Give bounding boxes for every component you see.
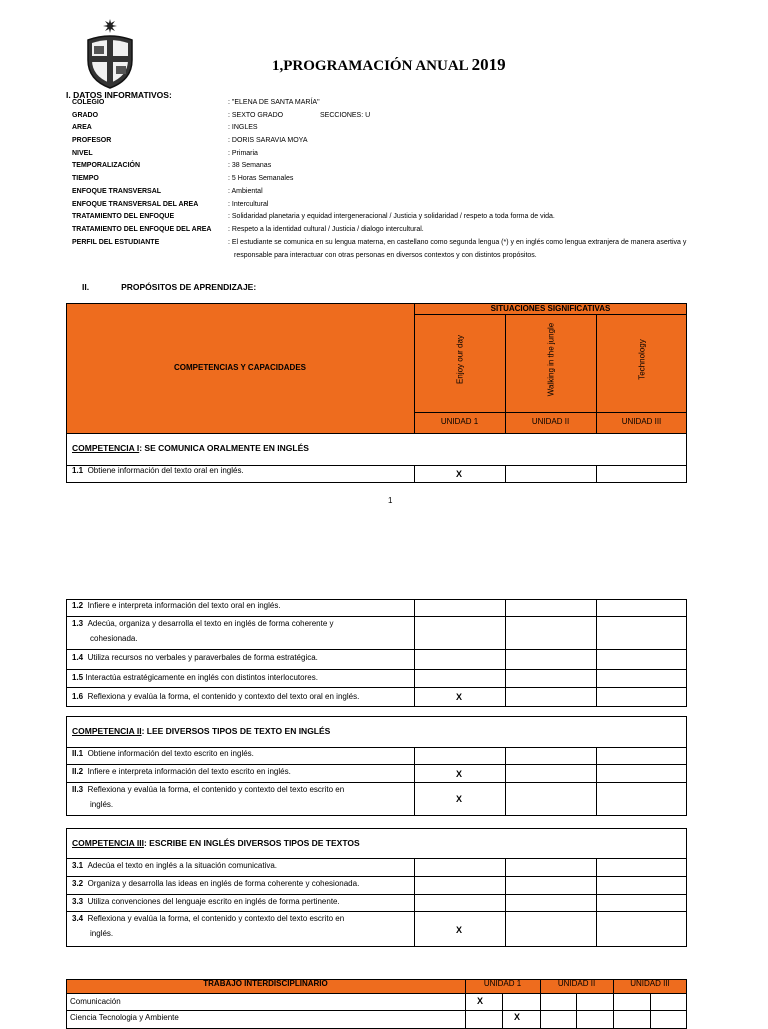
- mark-x: X: [456, 794, 463, 804]
- situation-label-2: Walking in the jungle: [546, 322, 556, 397]
- subject-row: Ciencia Tecnologia y Ambiente: [70, 1013, 179, 1022]
- info-label: PROFESOR: [72, 137, 112, 145]
- capacidad-row: 1.6 Reflexiona y evalúa la forma, el contenido y contexto del texto oral en inglés.: [72, 692, 360, 701]
- document-title: 1,PROGRAMACIÓN ANUAL 2019: [272, 55, 506, 74]
- info-row-perfil: [72, 239, 752, 265]
- page-number: 1: [388, 496, 393, 505]
- competencia-3-title: COMPETENCIA III: ESCRIBE EN INGLÉS DIVERSOS TIPOS DE TEXTOS: [72, 838, 360, 848]
- table-border: [66, 303, 687, 483]
- unit-label-3: UNIDAD III: [630, 979, 670, 988]
- info-row-colegio: [72, 99, 752, 112]
- info-value: : Intercultural: [228, 200, 269, 208]
- mark-x: X: [456, 469, 463, 479]
- info-label: ENFOQUE TRANSVERSAL DEL AREA: [72, 200, 199, 208]
- info-value-continued: responsable para interactuar con otras personas en diversos contextos y con distintos propósitos.: [234, 251, 537, 259]
- capacidad-row: II.2 Infiere e interpreta información del texto escrito en inglés.: [72, 767, 291, 776]
- info-value: : INGLES: [228, 124, 258, 132]
- info-label: TIEMPO: [72, 175, 99, 183]
- situation-label-1: Enjoy our day: [455, 335, 465, 384]
- info-value: : 5 Horas Semanales: [228, 175, 294, 183]
- mark-x: X: [456, 692, 463, 702]
- info-row-tratamiento: [72, 213, 752, 226]
- capacidad-row: 1.1 Obtiene información del texto oral en inglés.: [72, 466, 244, 475]
- capacidad-row: 3.2 Organiza y desarrolla las ideas en inglés de forma coherente y cohesionada.: [72, 879, 360, 888]
- info-row-tratamiento-area: [72, 226, 752, 239]
- competencia-1-title: COMPETENCIA I: SE COMUNICA ORALMENTE EN INGLÉS: [72, 443, 309, 453]
- unit-label-1: UNIDAD 1: [483, 979, 522, 988]
- info-label: AREA: [72, 124, 92, 132]
- info-value: : DORIS SARAVIA MOYA: [228, 137, 308, 145]
- info-row-profesor: [72, 137, 752, 150]
- info-label: TEMPORALIZACIÓN: [72, 162, 141, 170]
- info-value: : El estudiante se comunica en su lengua materna, en castellano como segunda lengua (*) y en inglés como lengua extranjera de manera asertiva y: [228, 238, 687, 246]
- info-label: TRATAMIENTO DEL ENFOQUE DEL AREA: [72, 225, 212, 233]
- info-value: : SEXTO GRADO: [228, 111, 284, 119]
- info-row-temporalizacion: [72, 162, 752, 175]
- info-row-enfoque: [72, 188, 752, 201]
- capacidad-row: 3.1 Adecúa el texto en inglés a la situación comunicativa.: [72, 861, 278, 870]
- mark-x: X: [456, 925, 463, 935]
- info-row-enfoque-area: [72, 201, 752, 214]
- unit-label-3: UNIDAD III: [621, 417, 662, 426]
- info-label: TRATAMIENTO DEL ENFOQUE: [72, 213, 175, 221]
- competencia-2-title: COMPETENCIA II: LEE DIVERSOS TIPOS DE TEXTO EN INGLÉS: [72, 726, 331, 736]
- info-list: [72, 99, 752, 265]
- capacidad-row: II.1 Obtiene información del texto escrito en inglés.: [72, 749, 254, 758]
- competencias-header: COMPETENCIAS Y CAPACIDADES: [173, 363, 307, 372]
- info-secciones: SECCIONES: U: [320, 111, 371, 119]
- capacidad-row: 1.5 Interactúa estratégicamente en inglés con distintos interlocutores.: [72, 673, 318, 682]
- capacidad-row: 3.4 Reflexiona y evalúa la forma, el contenido y contexto del texto escrito en inglés.: [72, 914, 345, 938]
- school-crest-logo: [80, 18, 140, 90]
- subject-row: Comunicación: [70, 997, 121, 1006]
- mark-x: X: [477, 996, 484, 1006]
- info-value: : Solidaridad planetaria y equidad intergeneracional / Justicia y solidaridad / respeto a toda forma de vida.: [228, 213, 555, 221]
- mark-x: X: [514, 1012, 521, 1022]
- info-value: : Primaria: [228, 149, 258, 157]
- interdisciplinario-header: TRABAJO INTERDISCIPLINARIO: [203, 979, 328, 988]
- capacidad-row: 3.3 Utiliza convenciones del lenguaje escrito en inglés de forma pertinente.: [72, 897, 340, 906]
- info-row-area: [72, 124, 752, 137]
- unit-label-2: UNIDAD II: [557, 979, 596, 988]
- info-row-nivel: [72, 150, 752, 163]
- mark-x: X: [456, 769, 463, 779]
- info-value: : 38 Semanas: [228, 162, 272, 170]
- capacidad-row: 1.4 Utiliza recursos no verbales y paraverbales de forma estratégica.: [72, 653, 318, 662]
- unit-label-2: UNIDAD II: [531, 417, 570, 426]
- document-year: 2019: [471, 55, 506, 74]
- info-row-grado: [72, 112, 752, 125]
- info-label: COLEGIO: [72, 99, 105, 106]
- capacidad-row: 1.2 Infiere e interpreta información del texto oral en inglés.: [72, 601, 281, 610]
- info-label: PERFIL DEL ESTUDIANTE: [72, 238, 160, 246]
- info-value: : "ELENA DE SANTA MARÍA": [228, 99, 320, 106]
- info-value: : Ambiental: [228, 187, 263, 195]
- situation-label-3: Technology: [637, 339, 647, 380]
- section-datos-informativos: I. DATOS INFORMATIVOS:: [66, 90, 172, 100]
- info-value: : Respeto a la identidad cultural / Justicia / dialogo intercultural.: [228, 225, 424, 233]
- capacidad-row: II.3 Reflexiona y evalúa la forma, el contenido y contexto del texto escrito en inglés.: [72, 785, 345, 809]
- info-row-tiempo: [72, 175, 752, 188]
- situaciones-header: SITUACIONES SIGNIFICATIVAS: [490, 304, 611, 313]
- unit-label-1: UNIDAD 1: [440, 417, 479, 426]
- capacidad-row: 1.3 Adecúa, organiza y desarrolla el texto en inglés de forma coherente y cohesionada.: [72, 619, 334, 643]
- info-label: NIVEL: [72, 149, 93, 157]
- info-label: GRADO: [72, 111, 99, 119]
- info-label: ENFOQUE TRANSVERSAL: [72, 187, 162, 195]
- section-propositos: II. PROPÓSITOS DE APRENDIZAJE:: [82, 282, 257, 292]
